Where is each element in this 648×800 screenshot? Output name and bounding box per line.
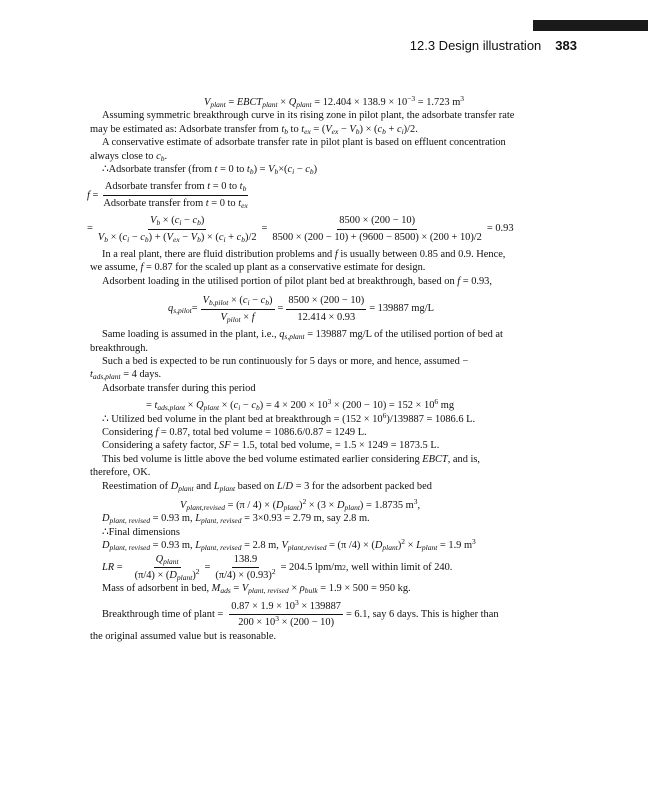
paragraph-utilized: ∴ Utilized bed volume in the plant bed at breakthrough = $(152 \times 10^6)/139887 = 1086.6$ L. [102,410,476,425]
paragraph-bed-little: This bed volume is little above the bed volume estimated earlier considering EBCT, and is, [102,453,481,465]
paragraph-bed-little-2: therefore, OK. [90,467,151,479]
paragraph-conservative: A conservative estimate of adsorbate transfer rate in pilot plant is based on effluent concentration [102,137,506,149]
equation-final-dims: $D_{plant, revised} = 0.93$ m, $L_{plant, revised} = 2.8$ m, $V_{plant,revised} = (\pi$ $/4) \times (D_{plant})^2 \times L_{plant} = 1.9$ $m^3$ [102,537,476,553]
paragraph-considering-f: Considering f = 0.87, total bed volume = 1086.6/0.87 = 1249 L. [102,426,367,438]
paragraph-real-plant-2: we assume, f = 0.87 for the scaled up plant as a conservative estimate for design. [90,262,426,274]
paragraph-loading: Adsorbent loading in the utilised portion of pilot plant bed at breakthrough, based on f = 0.93, [102,275,492,287]
equation-lr: LR = $\frac{Q_{plant}}{(\pi/4) \times (D_{plant})^2}$ = $\frac{138.9}{(\pi/4) \times (0.93)^2}$ = 204.5 lpm/m 2 , well within limit of 240. [102,553,453,582]
page-body [87,94,578,643]
paragraph-assuming: Assuming symmetric breakthrough curve in its rising zone in pilot plant, the adsorbate transfer rate [102,110,515,122]
equation-vplant: $V_{plant}$ = $EBCT_{plant} \times Q_{plant} = 12.404 \times 138.9 \times 10^{-3} = 1.723$ $m^3$ [203,94,465,109]
paragraph-safety: Considering a safety factor, SF = 1.5, total bed volume, = 1.5 × 1249 = 1873.5 L. [102,440,440,452]
equation-vplant-revised: $V_{plant,revised} = (\pi / 4) \times (D_{plant})^2 \times (3 \times D_{plant}) = 1.8735$ $m^3$, [180,496,421,512]
paragraph-dplant-revised: $D_{plant, revised} = 0.93$ m, $L_{plant, revised} = 3\times 0.93 = 2.79$ m, say 2.8 m. [102,513,370,526]
top-dark-bar [533,20,648,31]
equation-qs-pilot: $q_{s,pilot}$ = $\frac{V_{b,pilot} \times (c_i - c_b)}{V_{pilot} \times f}$ = $\frac{8500 \times (200 - 10)}{12.414 \times 0.93}$ = 139887 mg/L [168,295,434,324]
paragraph-conservative-2: always close to $c_b$. [90,150,168,163]
paragraph-same-loading: Same loading is assumed in the plant, i.e., $q_{s,plant} = 139887$ mg/L of the utilised portion of bed at [102,329,503,342]
paragraph-same-loading-2: breakthrough. [90,342,148,354]
paragraph-such-bed-2: $t_{ads,plant} = 4$ days. [90,369,162,382]
paragraph-reestimation: Reestimation of $D_{plant}$ and $L_{plant}$ based on L/D = 3 for the adsorbent packed bed [102,480,432,493]
paragraph-mass: Mass of adsorbent in bed, $M_{ads} = V_{plant, revised} \times \rho_{bulk} = 1.9 \times 500 = 950$ kg. [102,583,411,596]
paragraph-therefore-transfer: ∴Adsorbate transfer (from t = 0 to $t_b) = V_b\times(c_i - c_b)$ [102,164,318,177]
page-number: 383 [555,38,577,53]
section-title: 12.3 Design illustration [409,38,542,53]
paragraph-real-plant: In a real plant, there are fluid distribution problems and f is usually between 0.85 and 0.9. Hence, [102,249,506,261]
equation-f-value: = $\frac{V_b \times (c_i - c_b)}{V_b \times (c_i - c_b) + (V_{ex} - V_b) \times (c_i + c_b)/2}$ = $\frac{8500 \times (200 - 10)}{8500 \times (200 - 10) + (9600 - 8500) \times (200 + 10)/2}$ = 0.93 [87,215,514,244]
paragraph-assuming-2: may be estimated as: Adsorbate transfer from $t_b$ to $t_{ex} = (V_{ex} - V_b) \times (c_b + c_i)/2$. [90,123,418,136]
paragraph-adsorbate-period: Adsorbate transfer during this period [102,382,256,394]
paragraph-original: the original assumed value but is reasonable. [90,630,277,642]
equation-breakthrough: Breakthrough time of plant = $\frac{0.87 \times 1.9 \times 10^3 \times 139887}{200 \times 10^3 \times (200 - 10)}$ = 6.1, say 6 days. This is higher than [102,597,499,629]
paragraph-final-dims: ∴Final dimensions [102,526,180,538]
paragraph-such-bed: Such a bed is expected to be run continuously for 5 days or more, and hence, assumed − [102,355,469,367]
equation-f-definition: f = $\frac{Adsorbate transfer from t = 0 to t_b}{Adsorbate transfer from t = 0 to t_{ex}}$ [87,181,248,210]
running-header [410,38,577,53]
equation-transfer: = $t_{ads,plant} \times Q_{plant} \times (c_i - c_b) = 4 \times 200 \times 10^3 \times (200 - 10) = 152 \times 10^6$ mg [146,397,455,413]
